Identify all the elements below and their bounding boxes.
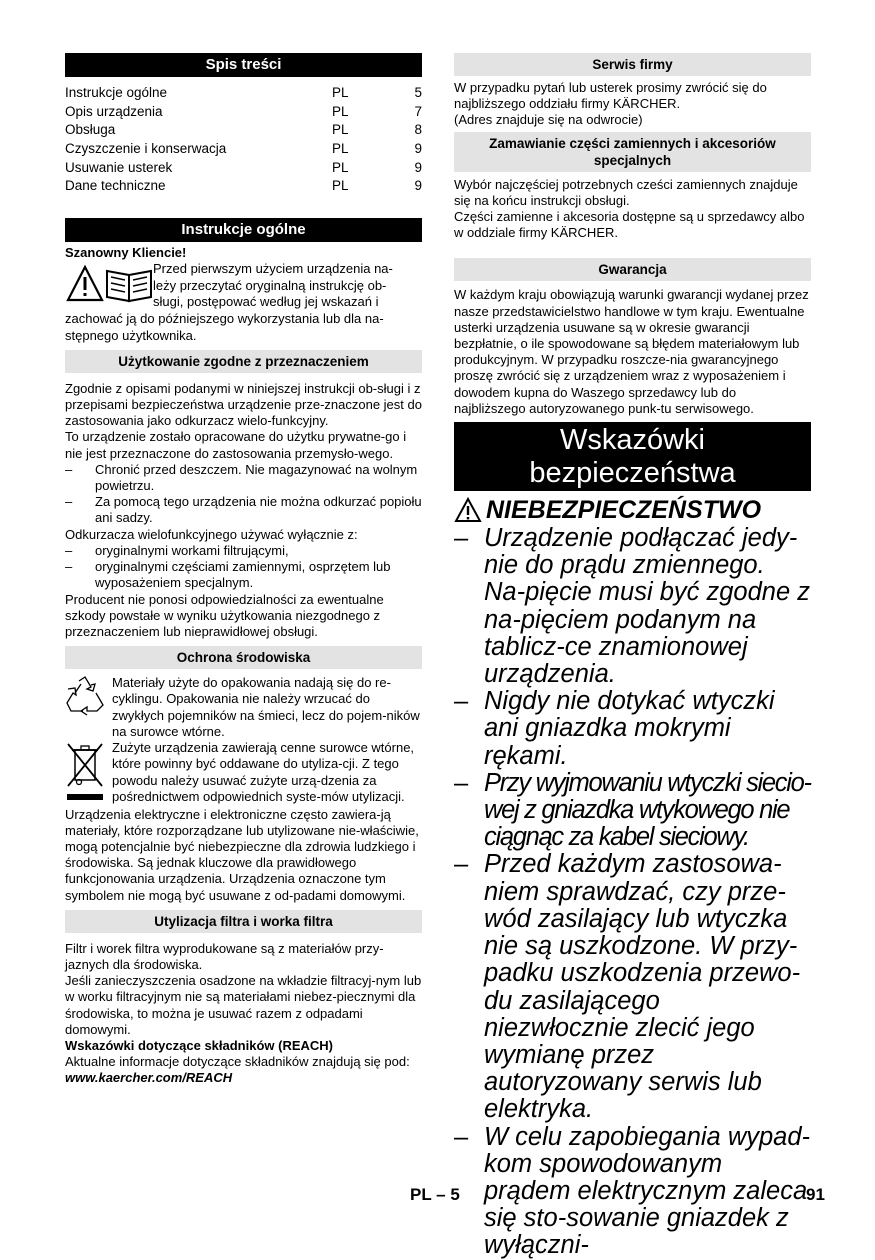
intended-use-title: Użytkowanie zgodne z przeznaczeniem xyxy=(65,350,422,373)
safety-title-line-2: bezpieczeństwa xyxy=(529,457,736,490)
intended-use-p3: Odkurzacza wielofunkcyjnego używać wyłącznie z: xyxy=(65,526,358,542)
toc-row-lang: PL xyxy=(332,159,349,175)
toc-row-title: Dane techniczne xyxy=(65,178,166,194)
reach-link[interactable]: www.kaercher.com/REACH xyxy=(65,1070,233,1086)
right-column xyxy=(454,53,811,1260)
safety-list xyxy=(454,525,811,1259)
general-title: Instrukcje ogólne xyxy=(65,218,422,242)
intro-line-3: sługi, postępować według jej wskazań i xyxy=(153,293,379,309)
list-item: – oryginalnymi częściami zamiennymi, osprzętem lub wyposażeniem specjalnym. xyxy=(65,559,391,591)
greeting: Szanowny Kliencie! xyxy=(65,245,187,261)
service-text: W przypadku pytań lub usterek prosimy zwrócić się do najbliższego oddziału firmy KÄRCHER. xyxy=(454,80,767,112)
intro-line-1: Przed pierwszym użyciem urządzenia na- xyxy=(153,261,393,277)
intro-rest: zachować ją do późniejszego wykorzystania lub dla na-stępnego użytkownika. xyxy=(65,311,384,343)
safety-title-line-1: Wskazówki xyxy=(559,424,705,457)
service-title: Serwis firmy xyxy=(454,53,811,76)
safety-title xyxy=(454,422,811,491)
footer-page-number: 91 xyxy=(806,1185,825,1204)
list-item: – Nigdy nie dotykać wtyczki ani gniazdka mokrymi rękami. xyxy=(454,687,775,770)
list-item: – Chronić przed deszczem. Nie magazynować na wolnym powietrzu. xyxy=(65,461,418,493)
toc-row-page: 9 xyxy=(414,159,422,175)
danger-label: NIEBEZPIECZEŃSTWO xyxy=(486,496,762,525)
parts-title: Zamawianie części zamiennych i akcesoriów specjalnych xyxy=(454,132,811,172)
toc-row-page: 9 xyxy=(414,178,422,194)
toc-list xyxy=(65,84,422,196)
toc-row-lang: PL xyxy=(332,178,349,194)
toc-row[interactable] xyxy=(65,121,422,140)
recycling-block xyxy=(65,675,422,740)
toc-title: Spis treści xyxy=(65,53,422,77)
filter-title: Utylizacja filtra i worka filtra xyxy=(65,910,422,933)
toc-row-page: 8 xyxy=(414,122,422,138)
toc-row-title: Usuwanie usterek xyxy=(65,159,173,175)
warranty-text: W każdym kraju obowiązują warunki gwarancji wydanej przez nasze przedstawicielstwo handlowe w tym kraju. Ewentualne usterki urządzenia usuwane są w okresie gwarancji bezpłatnie, o ile spowodowane są błędem materiałowym lub produkcyjnym. W przypadku roszcze-nia gwarancyjnego proszę zwrócić się z urządzeniem wraz z wyposażeniem i dowodem kupna do Waszego sprzedawcy lub do najbliższego autoryzowanego punk-tu serwisowego. xyxy=(454,287,809,416)
toc-row-title: Opis urządzenia xyxy=(65,103,163,119)
toc-row-page: 9 xyxy=(414,141,422,157)
intro-block xyxy=(65,261,422,311)
warning-icon xyxy=(454,497,482,523)
toc-row-title: Czyszczenie i konserwacja xyxy=(65,141,227,157)
toc-row[interactable] xyxy=(65,159,422,178)
list-item: – oryginalnymi workami filtrującymi, xyxy=(65,542,289,558)
environment-p2: Zużyte urządzenia zawierają cenne surowce wtórne, które powinny być oddawane do utyliza-cji. Z tego powodu należy usuwać zużyte urzą-dzenia za pośrednictwem odpowiednich syste-mów utylizacji. xyxy=(112,740,415,804)
crossed-bin-icon xyxy=(65,740,112,807)
toc-row-title: Instrukcje ogólne xyxy=(65,85,168,100)
environment-title: Ochrona środowiska xyxy=(65,646,422,669)
warranty-title: Gwarancja xyxy=(454,258,811,281)
environment-p1: Materiały użyte do opakowania nadają się do re-cyklingu. Opakowania nie należy wrzucać do zwykłych pojemników na śmieci, lecz do pojem-ników na surowce wtórne. xyxy=(112,675,420,739)
reach-title: Wskazówki dotyczące składników (REACH) xyxy=(65,1038,334,1054)
list-item: – Przed każdym zastosowa-niem sprawdzać, czy prze-wód zasilający lub wtyczka nie są uszkodzone. W przy-padku uszkodzenia przewo-du zasilającego niezwłocznie zlecić jego wymianę przez autoryzowany serwis lub elektryka. xyxy=(454,850,801,1124)
toc-row[interactable] xyxy=(65,177,422,196)
danger-heading xyxy=(454,495,811,525)
list-item: – Przy wyjmowaniu wtyczki siecio-wej z gniazdka wtykowego nie ciągnąc za kabel sieciowy. xyxy=(454,768,811,852)
warning-manual-icons xyxy=(65,261,153,311)
filter-p2: Jeśli zanieczyszczenia osadzone na wkładzie filtracyj-nym lub w worku filtracyjnym nie są materiałami niebez-piecznymi dla środowiska, to można je usuwać razem z odpadami domowymi. xyxy=(65,973,422,1037)
weee-block xyxy=(65,740,422,807)
service-note: (Adres znajduje się na odwrocie) xyxy=(454,112,643,128)
toc-row-lang: PL xyxy=(332,122,349,138)
list-item: – Za pomocą tego urządzenia nie można odkurzać popiołu ani sadzy. xyxy=(65,494,422,526)
intended-use-p4: Producent nie ponosi odpowiedzialności za ewentualne szkody powstałe w wyniku użytkowania niezgodnego z przeznaczeniem lub nieprawidłowej obsługi. xyxy=(65,591,384,640)
intro-line-2: leży przeczytać oryginalną instrukcję ob- xyxy=(153,277,387,293)
toc-row[interactable] xyxy=(65,140,422,159)
toc-row-page: 7 xyxy=(414,103,422,119)
toc-row[interactable] xyxy=(65,84,422,103)
manual-book-icon xyxy=(107,271,151,301)
filter-p1: Filtr i worek filtra wyprodukowane są z materiałów przy-jaznych dla środowiska. xyxy=(65,940,384,973)
toc-row-lang: PL xyxy=(332,141,349,157)
footer-section: PL – 5 xyxy=(410,1185,460,1204)
list-item: – Urządzenie podłączać jedy-nie do prądu zmiennego. Na-pięcie musi być zgodne z na-pięciem podanym na tablicz-ce znamionowej urządzenia. xyxy=(454,524,810,689)
parts-p2: Części zamienne i akcesoria dostępne są u sprzedawcy albo w oddziale firmy KÄRCHER. xyxy=(454,209,805,241)
toc-row[interactable] xyxy=(65,103,422,122)
intended-use-p2: To urządzenie zostało opracowane do użytku prywatne-go i nie jest przeznaczone do zastosowania przemysło-wego. xyxy=(65,429,407,461)
parts-p1: Wybór najczęściej potrzebnych cześci zamiennych znajduje się na końcu instrukcji obsługi. xyxy=(454,176,798,208)
warning-icon xyxy=(67,265,155,305)
left-column xyxy=(65,53,422,1087)
recycling-icon xyxy=(65,675,112,740)
intended-use-p1: Zgodnie z opisami podanymi w niniejszej instrukcji ob-sługi i z przepisami bezpieczeństwa urządzenie prze-znaczone jest do zastosowania jako odkurzacz wielo-funkcyjny. xyxy=(65,380,422,429)
toc-row-lang: PL xyxy=(332,103,349,119)
list-item: – W celu zapobiegania wypad-kom spowodowanym prądem elektrycznym zaleca się sto-sowanie gniazdek z wyłączni- xyxy=(454,1122,811,1260)
environment-p3: Urządzenia elektryczne i elektroniczne często zawiera-ją materiały, które rozporządzane lub utylizowane nie-właściwie, mogą potencjalnie być niebezpieczne dla zdrowia ludzkiego i środowiska. Są jednak kluczowe dla prawidłowego funkcjonowania urządzenia. Urządzenia oznaczone tym symbolem nie mogą być usuwane z od-padami domowymi. xyxy=(65,806,419,903)
toc-row-title: Obsługa xyxy=(65,122,116,138)
toc-row-lang: PL xyxy=(332,85,349,100)
toc-row-page: 5 xyxy=(414,85,422,100)
reach-text: Aktualne informacje dotyczące składników znajdują się pod: xyxy=(65,1054,410,1070)
